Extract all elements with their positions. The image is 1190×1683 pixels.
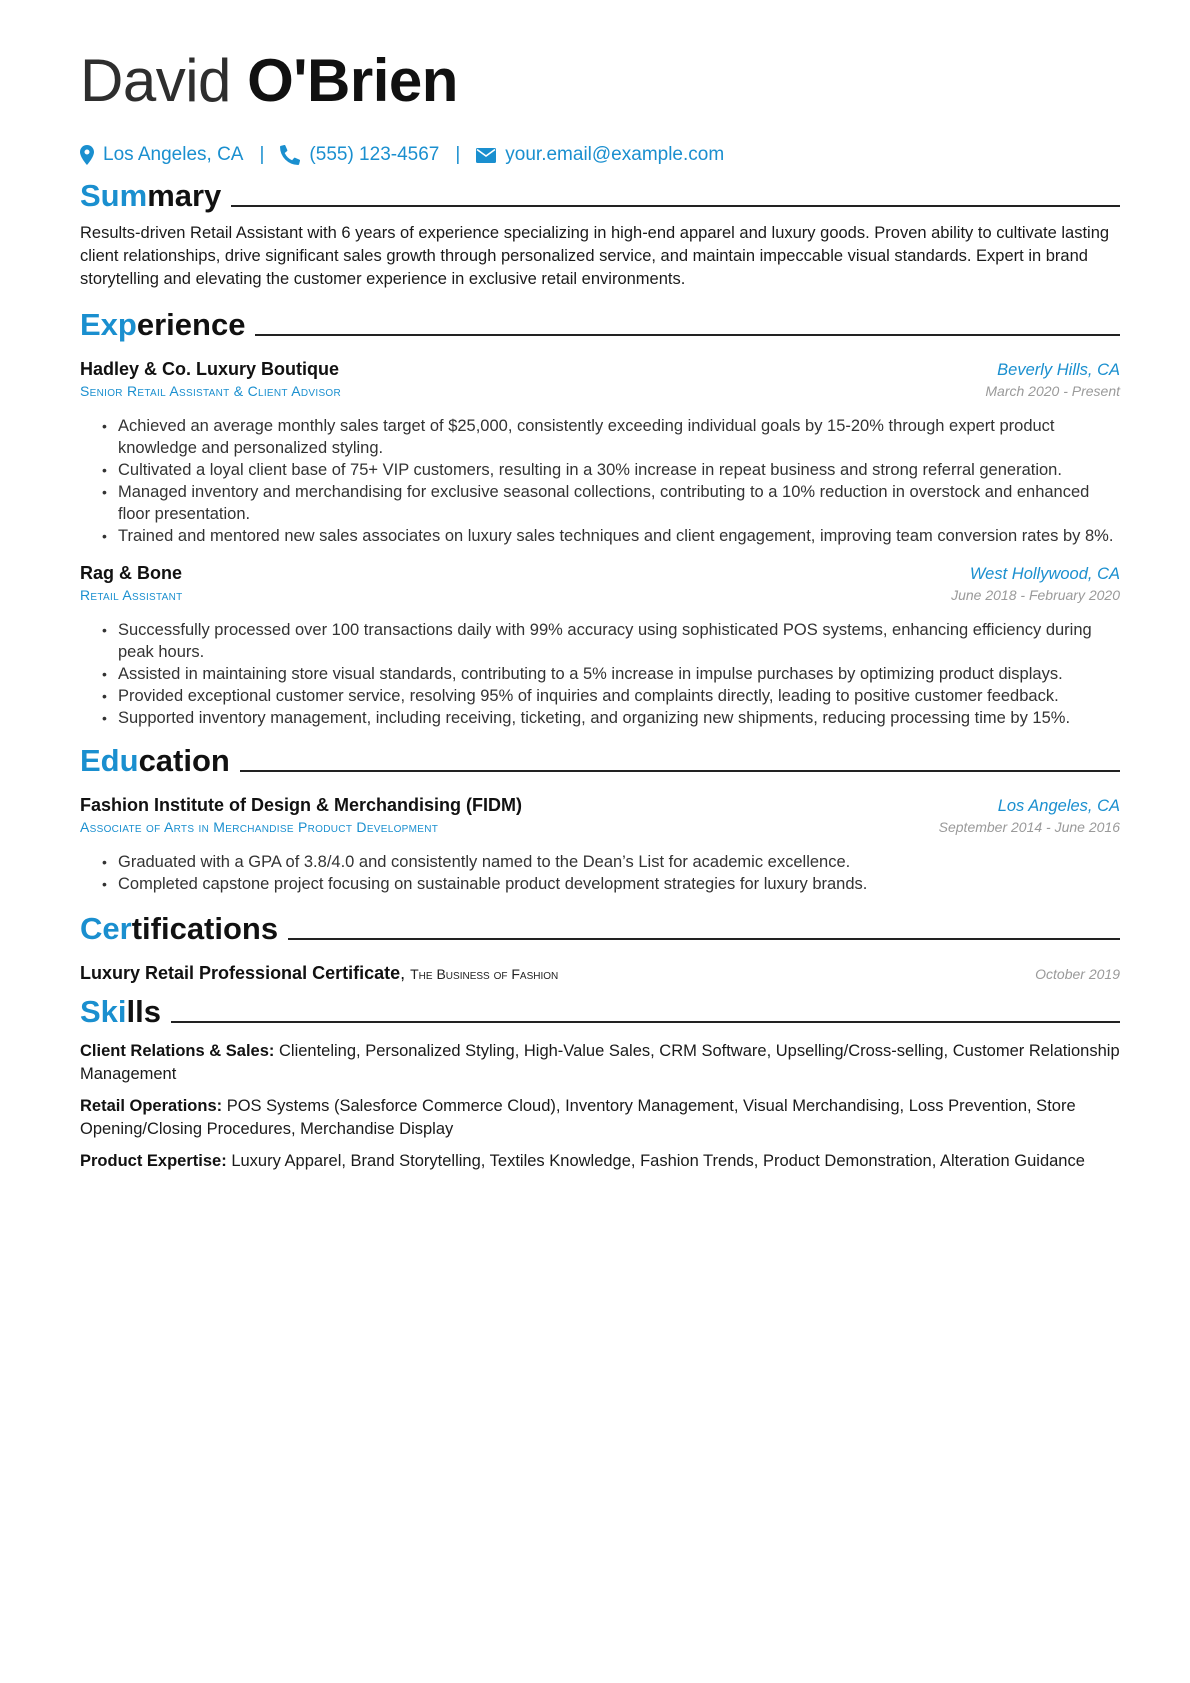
education-entry bbox=[80, 795, 1120, 895]
heading-accent: Sum bbox=[80, 178, 148, 213]
section-rule bbox=[171, 1021, 1120, 1023]
section-rule bbox=[288, 938, 1120, 940]
job-title: Retail Assistant bbox=[80, 587, 183, 603]
contact-line bbox=[80, 144, 1120, 166]
education-section bbox=[80, 741, 1120, 895]
last-name: O'Brien bbox=[247, 47, 458, 114]
section-rule bbox=[240, 770, 1120, 772]
heading-rest: lls bbox=[126, 994, 161, 1029]
phone-text: (555) 123-4567 bbox=[309, 144, 440, 165]
heading-accent: Cer bbox=[80, 911, 132, 946]
experience-entry bbox=[80, 359, 1120, 547]
heading-rest: tifications bbox=[131, 911, 279, 946]
education-list bbox=[80, 851, 1120, 895]
section-heading-summary bbox=[80, 176, 1120, 216]
skill-group-value: Clienteling, Personalized Styling, High-Value Sales, CRM Software, Upselling/Cross-selling, Customer Relationship Management bbox=[80, 1042, 1120, 1083]
list-item: • Achieved an average monthly sales target of $25,000, consistently exceeding individual goals by 15-20% through expert product knowledge and personalized styling. bbox=[118, 415, 1120, 459]
employer-location: West Hollywood, CA bbox=[969, 565, 1120, 583]
employer-location: Beverly Hills, CA bbox=[997, 361, 1120, 379]
degree-title: Associate of Arts in Merchandise Product Development bbox=[80, 819, 439, 835]
resume-page bbox=[80, 40, 1120, 1173]
section-rule bbox=[255, 334, 1120, 336]
job-dates: June 2018 - February 2020 bbox=[951, 587, 1120, 603]
section-rule bbox=[231, 205, 1120, 207]
heading-accent: Ski bbox=[80, 994, 127, 1029]
list-item: • Trained and mentored new sales associates on luxury sales techniques and client engagement, improving team conversion rates by 8%. bbox=[118, 525, 1120, 547]
certifications-section bbox=[80, 909, 1120, 984]
skill-group-label: Retail Operations: bbox=[80, 1097, 223, 1115]
list-item: • Assisted in maintaining store visual standards, contributing to a 5% increase in impulse purchases by optimizing product displays. bbox=[118, 663, 1120, 685]
first-name: David bbox=[80, 47, 231, 114]
skill-group bbox=[80, 1150, 1120, 1173]
location-text: Los Angeles, CA bbox=[103, 144, 244, 165]
summary-section bbox=[80, 176, 1120, 291]
school-location: Los Angeles, CA bbox=[997, 797, 1120, 815]
certification-entry: Luxury Retail Professional Certificate, The Business of Fashion October 2019 bbox=[80, 963, 1120, 983]
phone-icon bbox=[280, 145, 300, 165]
list-item: • Cultivated a loyal client base of 75+ VIP customers, resulting in a 30% increase in repeat business and strong referral generation. bbox=[118, 459, 1120, 481]
skill-group-label: Product Expertise: bbox=[80, 1152, 227, 1170]
summary-text: Results-driven Retail Assistant with 6 years of experience specializing in high-end apparel and luxury goods. Proven ability to cultivate lasting client relationships, drive significant sales growth through personalized service, and maintain impeccable visual standards. Expert in brand storytelling and elevating the customer experience in exclusive retail environments. bbox=[80, 224, 1110, 288]
contact-separator: | bbox=[455, 144, 461, 165]
list-item: • Completed capstone project focusing on sustainable product development strategies for luxury brands. bbox=[118, 873, 1120, 895]
skill-group-value: Luxury Apparel, Brand Storytelling, Textiles Knowledge, Fashion Trends, Product Demonstration, Alteration Guidance bbox=[231, 1152, 1085, 1170]
certificate-date: October 2019 bbox=[1035, 966, 1120, 982]
skill-group bbox=[80, 1040, 1120, 1086]
experience-section bbox=[80, 305, 1120, 729]
skill-group-label: Client Relations & Sales: bbox=[80, 1042, 275, 1060]
heading-accent: Edu bbox=[80, 743, 139, 778]
map-pin-icon bbox=[80, 145, 94, 165]
achievement-list bbox=[80, 415, 1120, 547]
heading-rest: cation bbox=[138, 743, 230, 778]
experience-entry bbox=[80, 563, 1120, 729]
contact-location bbox=[80, 144, 243, 166]
study-dates: September 2014 - June 2016 bbox=[938, 819, 1120, 835]
list-item: • Managed inventory and merchandising for exclusive seasonal collections, contributing to a 10% reduction in overstock and enhanced floor presentation. bbox=[118, 481, 1120, 525]
certificate-issuer: The Business of Fashion bbox=[410, 966, 559, 982]
section-heading-skills bbox=[80, 992, 1120, 1032]
employer-name: Rag & Bone bbox=[80, 563, 183, 583]
heading-rest: mary bbox=[147, 178, 222, 213]
list-item: • Graduated with a GPA of 3.8/4.0 and consistently named to the Dean’s List for academic excellence. bbox=[118, 851, 1120, 873]
school-name: Fashion Institute of Design & Merchandising (FIDM) bbox=[80, 795, 523, 815]
candidate-name bbox=[80, 40, 1120, 122]
job-dates: March 2020 - Present bbox=[985, 383, 1120, 399]
email-link: your.email@example.com bbox=[505, 144, 725, 165]
list-item: • Provided exceptional customer service, resolving 95% of inquiries and complaints directly, leading to positive customer feedback. bbox=[118, 685, 1120, 707]
achievement-list bbox=[80, 619, 1120, 729]
list-item: • Successfully processed over 100 transactions daily with 99% accuracy using sophisticated POS systems, enhancing efficiency during peak hours. bbox=[118, 619, 1120, 663]
contact-phone[interactable] bbox=[280, 144, 439, 166]
contact-email[interactable] bbox=[476, 144, 724, 166]
heading-accent: Exp bbox=[80, 307, 137, 342]
heading-rest: erience bbox=[136, 307, 246, 342]
employer-name: Hadley & Co. Luxury Boutique bbox=[80, 359, 340, 379]
skills-section bbox=[80, 992, 1120, 1173]
certificate-name: Luxury Retail Professional Certificate bbox=[80, 963, 401, 983]
skill-group-value: POS Systems (Salesforce Commerce Cloud), Inventory Management, Visual Merchandising, Loss Prevention, Store Opening/Closing Procedures, Merchandise Display bbox=[80, 1097, 1076, 1138]
envelope-icon bbox=[476, 148, 496, 163]
section-heading-experience bbox=[80, 305, 1120, 345]
skill-group bbox=[80, 1095, 1120, 1141]
contact-separator: | bbox=[259, 144, 265, 165]
section-heading-education bbox=[80, 741, 1120, 781]
job-title: Senior Retail Assistant & Client Advisor bbox=[80, 383, 342, 399]
section-heading-certifications bbox=[80, 909, 1120, 949]
list-item: • Supported inventory management, including receiving, ticketing, and organizing new shipments, reducing processing time by 15%. bbox=[118, 707, 1120, 729]
